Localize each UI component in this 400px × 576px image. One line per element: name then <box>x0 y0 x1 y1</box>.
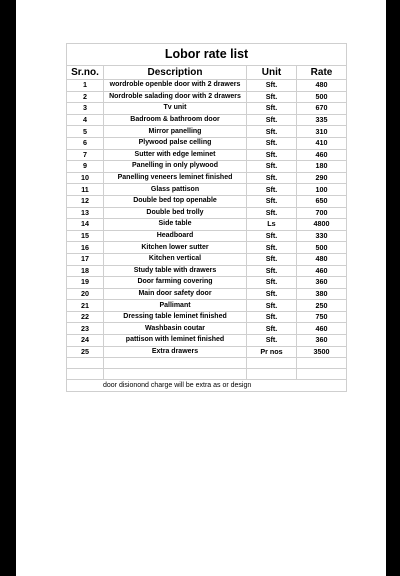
cell-description: Headboard <box>104 230 247 242</box>
cell-unit: Sft. <box>247 172 297 184</box>
cell-rate: 670 <box>297 103 347 115</box>
empty-cell <box>247 369 297 380</box>
empty-cell <box>297 358 347 369</box>
table-row <box>67 230 347 242</box>
table-row <box>67 311 347 323</box>
cell-description: Kitchen lower sutter <box>104 242 247 254</box>
cell-sr: 7 <box>67 149 104 161</box>
cell-unit: Ls <box>247 219 297 231</box>
table-row <box>67 335 347 347</box>
table-row <box>67 91 347 103</box>
cell-description: wordroble openble door with 2 drawers <box>104 80 247 92</box>
cell-rate: 180 <box>297 161 347 173</box>
cell-rate: 290 <box>297 172 347 184</box>
cell-sr: 4 <box>67 114 104 126</box>
empty-cell <box>67 358 104 369</box>
empty-cell <box>104 369 247 380</box>
cell-unit: Sft. <box>247 335 297 347</box>
cell-rate: 380 <box>297 288 347 300</box>
cell-rate: 310 <box>297 126 347 138</box>
cell-sr: 9 <box>67 161 104 173</box>
table-row <box>67 277 347 289</box>
table-row <box>67 346 347 358</box>
cell-sr: 5 <box>67 126 104 138</box>
cell-description: Study table with drawers <box>104 265 247 277</box>
table-row <box>67 161 347 173</box>
cell-sr: 6 <box>67 137 104 149</box>
empty-cell <box>297 369 347 380</box>
cell-sr: 17 <box>67 253 104 265</box>
cell-description: Dressing table leminet finished <box>104 311 247 323</box>
cell-sr: 13 <box>67 207 104 219</box>
cell-sr: 2 <box>67 91 104 103</box>
cell-description: Panelling veneers leminet finished <box>104 172 247 184</box>
cell-description: Kitchen vertical <box>104 253 247 265</box>
cell-sr: 21 <box>67 300 104 312</box>
document-page <box>16 0 386 576</box>
table-row <box>67 149 347 161</box>
cell-description: Door farming covering <box>104 277 247 289</box>
cell-description: Double bed top openable <box>104 195 247 207</box>
table-row <box>67 184 347 196</box>
cell-rate: 4800 <box>297 219 347 231</box>
blank-row <box>67 358 347 369</box>
cell-rate: 3500 <box>297 346 347 358</box>
cell-unit: Sft. <box>247 103 297 115</box>
cell-rate: 250 <box>297 300 347 312</box>
cell-description: Washbasin coutar <box>104 323 247 335</box>
cell-description: Pallimant <box>104 300 247 312</box>
table-row <box>67 300 347 312</box>
cell-unit: Sft. <box>247 242 297 254</box>
cell-sr: 24 <box>67 335 104 347</box>
cell-description: Badroom & bathroom door <box>104 114 247 126</box>
table-row <box>67 253 347 265</box>
table-row <box>67 80 347 92</box>
cell-rate: 460 <box>297 149 347 161</box>
cell-description: Glass pattison <box>104 184 247 196</box>
cell-rate: 750 <box>297 311 347 323</box>
cell-rate: 330 <box>297 230 347 242</box>
cell-sr: 15 <box>67 230 104 242</box>
table-row <box>67 172 347 184</box>
cell-sr: 25 <box>67 346 104 358</box>
cell-sr: 10 <box>67 172 104 184</box>
cell-unit: Sft. <box>247 207 297 219</box>
cell-rate: 500 <box>297 91 347 103</box>
cell-sr: 11 <box>67 184 104 196</box>
cell-description: Plywood palse celling <box>104 137 247 149</box>
header-description: Description <box>104 66 247 80</box>
blank-row <box>67 369 347 380</box>
cell-rate: 410 <box>297 137 347 149</box>
cell-description: Double bed trolly <box>104 207 247 219</box>
cell-rate: 500 <box>297 242 347 254</box>
cell-description: Mirror panelling <box>104 126 247 138</box>
cell-description: Side table <box>104 219 247 231</box>
cell-description: Nordroble salading door with 2 drawers <box>104 91 247 103</box>
cell-unit: Sft. <box>247 195 297 207</box>
cell-unit: Sft. <box>247 126 297 138</box>
cell-unit: Sft. <box>247 288 297 300</box>
cell-description: Tv unit <box>104 103 247 115</box>
cell-sr: 23 <box>67 323 104 335</box>
header-rate: Rate <box>297 66 347 80</box>
cell-rate: 460 <box>297 323 347 335</box>
empty-cell <box>247 358 297 369</box>
cell-description: pattison with leminet finished <box>104 335 247 347</box>
cell-sr: 16 <box>67 242 104 254</box>
cell-rate: 360 <box>297 335 347 347</box>
cell-unit: Sft. <box>247 300 297 312</box>
table-row <box>67 265 347 277</box>
table-row <box>67 126 347 138</box>
cell-sr: 14 <box>67 219 104 231</box>
note-row <box>67 380 347 392</box>
cell-sr: 22 <box>67 311 104 323</box>
cell-description: Main door safety door <box>104 288 247 300</box>
table-row <box>67 137 347 149</box>
cell-sr: 18 <box>67 265 104 277</box>
cell-rate: 335 <box>297 114 347 126</box>
cell-unit: Sft. <box>247 149 297 161</box>
cell-unit: Sft. <box>247 323 297 335</box>
table-row <box>67 114 347 126</box>
cell-rate: 650 <box>297 195 347 207</box>
cell-unit: Sft. <box>247 114 297 126</box>
cell-sr: 19 <box>67 277 104 289</box>
table-row <box>67 288 347 300</box>
cell-unit: Sft. <box>247 184 297 196</box>
cell-sr: 3 <box>67 103 104 115</box>
cell-rate: 700 <box>297 207 347 219</box>
cell-unit: Sft. <box>247 161 297 173</box>
page-title: Lobor rate list <box>67 44 347 66</box>
cell-unit: Sft. <box>247 91 297 103</box>
cell-rate: 480 <box>297 253 347 265</box>
cell-sr: 20 <box>67 288 104 300</box>
cell-description: Extra drawers <box>104 346 247 358</box>
cell-unit: Sft. <box>247 311 297 323</box>
table-row <box>67 242 347 254</box>
header-sr: Sr.no. <box>67 66 104 80</box>
footnote: door disionond charge will be extra as or design <box>67 380 347 392</box>
cell-rate: 100 <box>297 184 347 196</box>
table-row <box>67 219 347 231</box>
cell-unit: Sft. <box>247 80 297 92</box>
table-row <box>67 207 347 219</box>
header-unit: Unit <box>247 66 297 80</box>
cell-unit: Sft. <box>247 253 297 265</box>
cell-description: Panelling in only plywood <box>104 161 247 173</box>
empty-cell <box>67 369 104 380</box>
cell-unit: Sft. <box>247 265 297 277</box>
cell-rate: 360 <box>297 277 347 289</box>
header-row <box>67 66 347 80</box>
cell-description: Sutter with edge leminet <box>104 149 247 161</box>
empty-cell <box>104 358 247 369</box>
table-row <box>67 103 347 115</box>
rate-table <box>66 43 347 392</box>
table-row <box>67 323 347 335</box>
cell-rate: 480 <box>297 80 347 92</box>
cell-sr: 1 <box>67 80 104 92</box>
cell-unit: Sft. <box>247 230 297 242</box>
cell-unit: Sft. <box>247 137 297 149</box>
cell-sr: 12 <box>67 195 104 207</box>
cell-unit: Sft. <box>247 277 297 289</box>
title-row <box>67 44 347 66</box>
table-row <box>67 195 347 207</box>
cell-unit: Pr nos <box>247 346 297 358</box>
cell-rate: 460 <box>297 265 347 277</box>
